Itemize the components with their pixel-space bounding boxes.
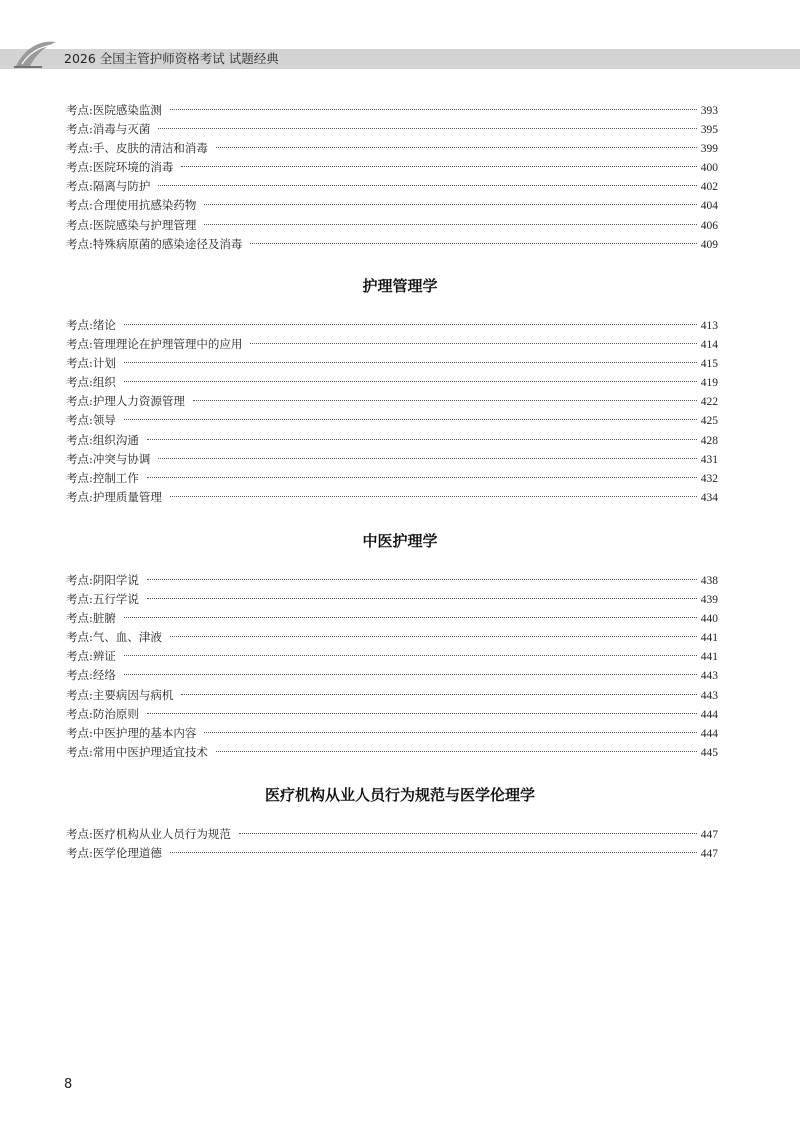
entry-page: 425	[700, 415, 718, 428]
toc-section-ethics	[66, 825, 718, 863]
entry-label: 考点:领导	[66, 413, 116, 428]
entry-page: 441	[700, 651, 718, 664]
dot-leader	[216, 751, 697, 752]
entry-page: 438	[700, 575, 718, 587]
dot-leader	[204, 732, 696, 733]
toc-section-nursing-management	[66, 316, 718, 507]
entry-page: 419	[700, 377, 718, 390]
entry-page: 404	[700, 200, 718, 213]
toc-entry[interactable]	[66, 392, 718, 411]
entry-label: 考点:辨证	[66, 649, 116, 664]
toc-entry[interactable]	[66, 139, 718, 158]
toc-entry[interactable]	[66, 825, 718, 844]
toc-entry[interactable]	[66, 571, 718, 590]
toc-entry[interactable]	[66, 411, 718, 430]
entry-page: 399	[700, 143, 718, 156]
toc-entry[interactable]	[66, 609, 718, 628]
toc-entry[interactable]	[66, 158, 718, 177]
entry-page: 413	[700, 320, 718, 332]
dot-leader	[147, 579, 697, 580]
toc-entry[interactable]	[66, 469, 718, 488]
dot-leader	[124, 617, 697, 618]
toc-entry[interactable]	[66, 316, 718, 335]
entry-label: 考点:组织沟通	[66, 432, 139, 447]
entry-page: 406	[700, 219, 718, 232]
page-number: 8	[64, 1077, 73, 1092]
dot-leader	[158, 128, 696, 129]
dot-leader	[204, 204, 696, 205]
dot-leader	[250, 343, 696, 344]
entry-label: 考点:护理人力资源管理	[66, 394, 185, 409]
entry-label: 考点:防治原则	[66, 706, 139, 721]
dot-leader	[147, 439, 697, 440]
toc-entry[interactable]	[66, 647, 718, 666]
section-heading-tcm-nursing: 中医护理学	[362, 532, 438, 550]
toc-entry[interactable]	[66, 120, 718, 139]
dot-leader	[124, 674, 697, 675]
entry-label: 考点:管理理论在护理管理中的应用	[66, 337, 243, 352]
entry-page: 409	[700, 238, 718, 251]
dot-leader	[124, 324, 697, 325]
dot-leader	[181, 694, 696, 695]
toc-entry[interactable]	[66, 177, 718, 196]
toc-entry[interactable]	[66, 450, 718, 469]
entry-label: 考点:医院感染监测	[66, 103, 162, 117]
toc-entry[interactable]	[66, 724, 718, 743]
toc-entry[interactable]	[66, 488, 718, 507]
entry-label: 考点:冲突与协调	[66, 451, 151, 466]
toc-section-tcm-nursing	[66, 571, 718, 762]
entry-label: 考点:隔离与防护	[66, 179, 151, 194]
entry-page: 431	[700, 453, 718, 466]
entry-label: 考点:消毒与灭菌	[66, 122, 151, 137]
entry-page: 434	[700, 491, 718, 504]
dot-leader	[147, 598, 697, 599]
entry-page: 393	[700, 105, 718, 117]
entry-label: 考点:护理质量管理	[66, 489, 162, 504]
entry-page: 432	[700, 472, 718, 485]
entry-page: 422	[700, 396, 718, 409]
entry-page: 443	[700, 689, 718, 702]
entry-page: 402	[700, 181, 718, 194]
entry-label: 考点:气、血、津液	[66, 630, 162, 645]
dot-leader	[124, 362, 697, 363]
entry-page: 441	[700, 632, 718, 645]
entry-page: 428	[700, 434, 718, 447]
toc-entry[interactable]	[66, 373, 718, 392]
entry-label: 考点:控制工作	[66, 470, 139, 485]
entry-label: 考点:脏腑	[66, 611, 116, 626]
running-header	[0, 0, 800, 70]
section-heading-ethics: 医疗机构从业人员行为规范与医学伦理学	[264, 786, 535, 804]
entry-page: 395	[700, 124, 718, 137]
entry-label: 考点:中医护理的基本内容	[66, 725, 197, 740]
dot-leader	[239, 833, 697, 834]
toc-entry[interactable]	[66, 431, 718, 450]
dot-leader	[124, 655, 697, 656]
dot-leader	[147, 477, 697, 478]
entry-page: 415	[700, 358, 718, 371]
dot-leader	[193, 400, 697, 401]
entry-page: 447	[700, 848, 718, 861]
entry-label: 考点:绪论	[66, 318, 116, 332]
publisher-logo	[12, 38, 60, 70]
toc-entry[interactable]	[66, 196, 718, 215]
entry-page: 443	[700, 670, 718, 683]
entry-label: 考点:经络	[66, 668, 116, 683]
toc-entry[interactable]	[66, 354, 718, 373]
entry-page: 440	[700, 613, 718, 626]
toc-entry[interactable]	[66, 335, 718, 354]
toc-entry[interactable]	[66, 101, 718, 120]
dot-leader	[170, 636, 697, 637]
entry-page: 439	[700, 594, 718, 607]
dot-leader	[216, 147, 697, 148]
entry-label: 考点:合理使用抗感染药物	[66, 198, 197, 213]
entry-label: 考点:医院感染与护理管理	[66, 217, 197, 232]
header-title: 2026 全国主管护师资格考试 试题经典	[64, 51, 279, 66]
dot-leader	[147, 713, 697, 714]
dot-leader	[170, 852, 697, 853]
toc-entry[interactable]	[66, 235, 718, 254]
entry-label: 考点:计划	[66, 356, 116, 371]
dot-leader	[124, 419, 697, 420]
entry-label: 考点:五行学说	[66, 592, 139, 607]
entry-label: 考点:医学伦理道德	[66, 846, 162, 861]
entry-label: 考点:常用中医护理适宜技术	[66, 744, 208, 759]
toc-entry[interactable]	[66, 705, 718, 724]
toc-entry[interactable]	[66, 686, 718, 705]
entry-label: 考点:医疗机构从业人员行为规范	[66, 827, 231, 841]
dot-leader	[170, 496, 697, 497]
toc-section-infection	[66, 101, 718, 254]
dot-leader	[158, 458, 696, 459]
entry-label: 考点:阴阳学说	[66, 573, 139, 587]
entry-page: 400	[700, 162, 718, 175]
dot-leader	[250, 243, 696, 244]
entry-page: 445	[700, 746, 718, 759]
entry-page: 447	[700, 829, 718, 841]
entry-page: 414	[700, 339, 718, 352]
entry-label: 考点:组织	[66, 375, 116, 390]
dot-leader	[204, 224, 696, 225]
dot-leader	[124, 381, 697, 382]
entry-page: 444	[700, 727, 718, 740]
entry-label: 考点:特殊病原菌的感染途径及消毒	[66, 236, 243, 251]
entry-label: 考点:主要病因与病机	[66, 687, 174, 702]
toc-entry[interactable]	[66, 666, 718, 685]
toc-entry[interactable]	[66, 743, 718, 762]
section-heading-nursing-management: 护理管理学	[362, 277, 438, 295]
dot-leader	[158, 185, 696, 186]
entry-page: 444	[700, 708, 718, 721]
entry-label: 考点:手、皮肤的清洁和消毒	[66, 141, 208, 156]
toc-entry[interactable]	[66, 216, 718, 235]
toc-entry[interactable]	[66, 844, 718, 863]
dot-leader	[170, 109, 697, 110]
dot-leader	[181, 166, 696, 167]
entry-label: 考点:医院环境的消毒	[66, 160, 174, 175]
toc-entry[interactable]	[66, 628, 718, 647]
toc-entry[interactable]	[66, 590, 718, 609]
